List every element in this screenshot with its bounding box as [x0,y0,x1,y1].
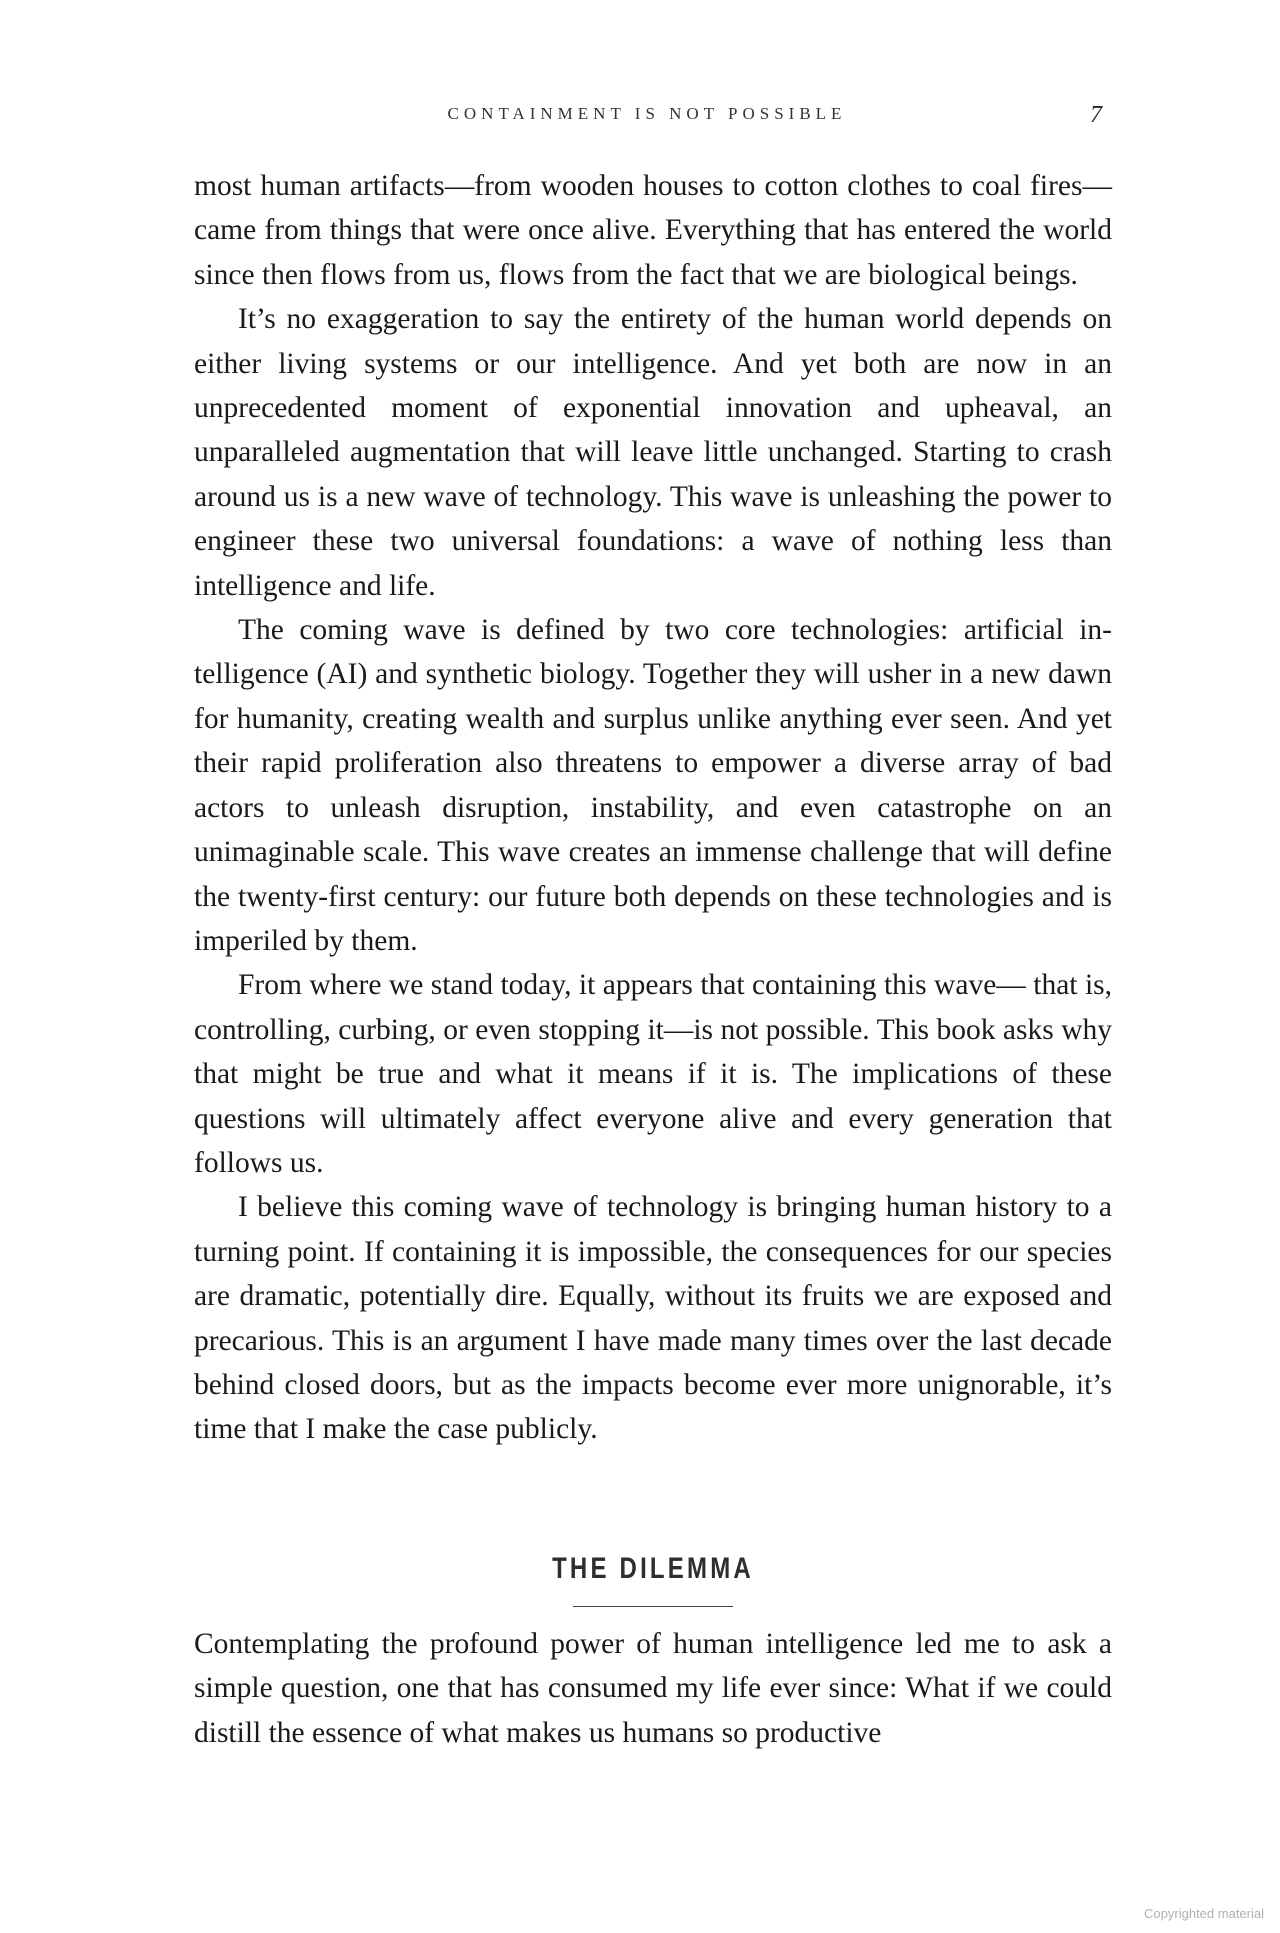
paragraph-2: It’s no exaggeration to say the entirety of the human world depends on either living systems or our intelligence. And yet both are now in an unprecedented moment of exponential innovation and upheaval, an unparalleled augmentation that will leave little unchanged. Starting to crash around us is a new wave of technology. This wave is unleashing the power to engineer these two universal foundations: a wave of nothing less than intelligence and life. [194,303,1112,602]
section-heading: THE DILEMMA [552,1552,754,1585]
body-text [194,164,1112,1452]
section-paragraph-1: Contemplating the profound power of human intelligence led me to ask a simple question, one that has consumed my life ever since: What if we could distill the essence of what makes us humans so productive [194,1628,1112,1749]
page-number: 7 [1090,102,1102,128]
paragraph-5: I believe this coming wave of technology is bringing human history to a turning point. If containing it is impossible, the consequences for our species are dramatic, potentially dire. Equally, without its fruits we are exposed and precarious. This is an argument I have made many times over the last decade behind closed doors, but as the impacts become ever more unignorable, it’s time that I make the case publicly. [194,1191,1112,1446]
paragraph-1: most human artifacts—from wooden houses to cotton clothes to coal fires—came from things that were once alive. Everything that has entered the world since then flows from us, flows from the fact that we are biological beings. [194,170,1112,291]
section-body-text [194,1622,1112,1755]
running-title: CONTAINMENT IS NOT POSSIBLE [447,104,847,123]
paragraph-4: From where we stand today, it appears that containing this wave— that is, controlling, curbing, or even stopping it—is not possible. This book asks why that might be true and what it means if it is. The implications of these questions will ultimately affect everyone alive and every generation that follows us. [194,969,1112,1179]
paragraph-3: The coming wave is defined by two core technologies: artificial intelligence (AI) and synthetic biology. Together they will usher in a new dawn for humanity, creating wealth and surplus unlike anything ever seen. And yet their rapid proliferation also threatens to empower a diverse array of bad actors to unleash disruption, instability, and even catastrophe on an unimaginable scale. This wave creates an immense challenge that will define the twenty-first century: our future both depends on these technologies and is imperiled by them. [194,614,1112,957]
copyright-watermark: Copyrighted material [1144,1906,1264,1921]
section-divider [573,1606,733,1607]
running-header [192,104,1102,134]
